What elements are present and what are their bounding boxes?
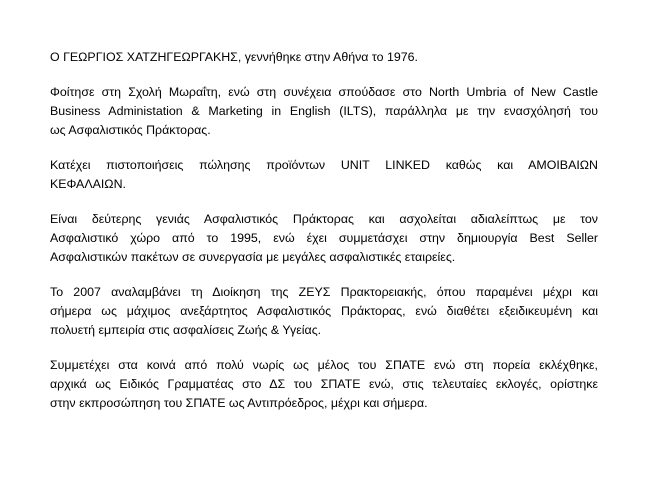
- document-body: [50, 48, 598, 429]
- paragraph-certifications: [50, 156, 598, 194]
- paragraph-intro: [50, 48, 598, 67]
- text-line: Είναι δεύτερης γενιάς Ασφαλιστικός Πράκτορας και ασχολείται αδιαλείπτως με τον: [50, 212, 598, 226]
- paragraph-association: [50, 356, 598, 413]
- text-line: ως Ασφαλιστικός Πράκτορας.: [50, 123, 211, 137]
- paragraph-management: [50, 283, 598, 340]
- text-line: Business Administation & Marketing in English (ILTS), παράλληλα με την ενασχόλησή του: [50, 104, 598, 118]
- text-line: Ασφαλιστικών πακέτων σε συνεργασία με μεγάλες ασφαλιστικές εταιρείες.: [50, 250, 456, 264]
- text-line: Φοίτησε στη Σχολή Μωραΐτη, ενώ στη συνέχεια σπούδασε στο North Umbria of New Castle: [50, 85, 598, 99]
- paragraph-education: [50, 83, 598, 140]
- text-line: σήμερα ως μάχιμος ανεξάρτητος Ασφαλιστικός Πράκτορας, ενώ διαθέτει εξειδικευμένη και: [50, 304, 598, 318]
- text-line: Συμμετέχει στα κοινά από πολύ νωρίς ως μέλος του ΣΠΑΤΕ ενώ στη πορεία εκλέχθηκε,: [50, 358, 598, 372]
- text-line: αρχικά ως Ειδικός Γραμματέας στο ΔΣ του ΣΠΑΤΕ ενώ, στις τελευταίες εκλογές, ορίστηκε: [50, 377, 598, 391]
- text-line: Ο ΓΕΩΡΓΙΟΣ ΧΑΤΖΗΓΕΩΡΓΑΚΗΣ, γεννήθηκε στην Αθήνα το 1976.: [50, 50, 418, 64]
- text-line: Κατέχει πιστοποιήσεις πώλησης προϊόντων UNIT LINKED καθώς και ΑΜΟΙΒΑΙΩΝ: [50, 158, 598, 172]
- text-line: πολυετή εμπειρία στις ασφαλίσεις Ζωής & Υγείας.: [50, 323, 322, 337]
- paragraph-experience: [50, 210, 598, 267]
- text-line: Ασφαλιστικό χώρο από το 1995, ενώ έχει συμμετάσχει στην δημιουργία Best Seller: [50, 231, 598, 245]
- text-line: ΚΕΦΑΛΑΙΩΝ.: [50, 177, 126, 191]
- text-line: στην εκπροσώπηση του ΣΠΑΤΕ ως Αντιπρόεδρος, μέχρι και σήμερα.: [50, 396, 428, 410]
- text-line: Το 2007 αναλαμβάνει τη Διοίκηση της ΖΕΥΣ Πρακτορειακής, όπου παραμένει μέχρι και: [50, 285, 598, 299]
